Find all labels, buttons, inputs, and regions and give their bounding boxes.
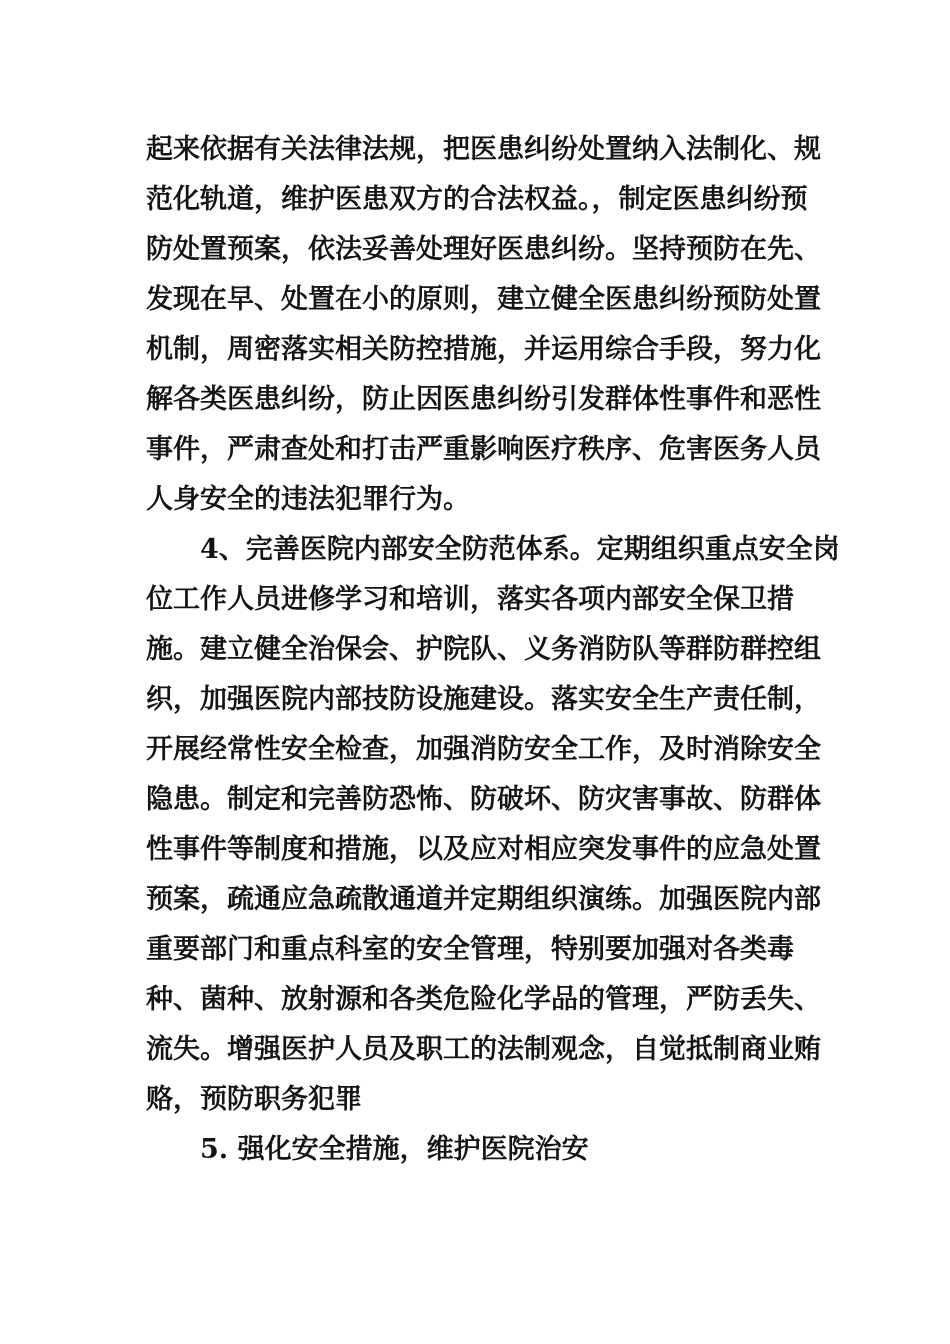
text-line: 流失。增强医护人员及职工的法制观念，自觉抵制商业贿 bbox=[146, 1034, 821, 1065]
text-line: 人身安全的违法犯罪行为。 bbox=[146, 484, 470, 515]
text-line: 起来依据有关法律法规，把医患纠纷处置纳入法制化、规 bbox=[146, 134, 821, 165]
text-line: 织，加强医院内部技防设施建设。落实安全生产责任制， bbox=[146, 684, 821, 715]
text-line: 隐患。制定和完善防恐怖、防破坏、防灾害事故、防群体 bbox=[146, 784, 821, 815]
text-line: 防处置预案，依法妥善处理好医患纠纷。坚持预防在先、 bbox=[146, 234, 821, 265]
text-line: 开展经常性安全检查，加强消防安全工作，及时消除安全 bbox=[146, 734, 821, 765]
text-line: 解各类医患纠纷，防止因医患纠纷引发群体性事件和恶性 bbox=[146, 384, 821, 415]
text-line: 事件，严肃查处和打击严重影响医疗秩序、危害医务人员 bbox=[146, 434, 821, 465]
text-line: 范化轨道，维护医患双方的合法权益。，制定医患纠纷预 bbox=[146, 184, 808, 215]
text-line: 位工作人员进修学习和培训，落实各项内部安全保卫措 bbox=[146, 584, 794, 615]
text-line: 发现在早、处置在小的原则，建立健全医患纠纷预防处置 bbox=[146, 284, 821, 315]
text-line: 种、菌种、放射源和各类危险化学品的管理，严防丢失、 bbox=[146, 984, 821, 1015]
text-line: 施。建立健全治保会、护院队、义务消防队等群防群控组 bbox=[146, 634, 821, 665]
text-line: 预案，疏通应急疏散通道并定期组织演练。加强医院内部 bbox=[146, 884, 821, 915]
text-line: 赂，预防职务犯罪 bbox=[146, 1084, 362, 1115]
text-line: 性事件等制度和措施，以及应对相应突发事件的应急处置 bbox=[146, 834, 821, 865]
text-line: 重要部门和重点科室的安全管理，特别要加强对各类毒 bbox=[146, 934, 794, 965]
text-line: 机制，周密落实相关防控措施，并运用综合手段，努力化 bbox=[146, 334, 821, 365]
paragraph-heading-5: 5. 强化安全措施，维护医院治安 bbox=[200, 1134, 589, 1165]
paragraph-heading-4: 4、完善医院内部安全防范体系。定期组织重点安全岗 bbox=[200, 534, 840, 565]
